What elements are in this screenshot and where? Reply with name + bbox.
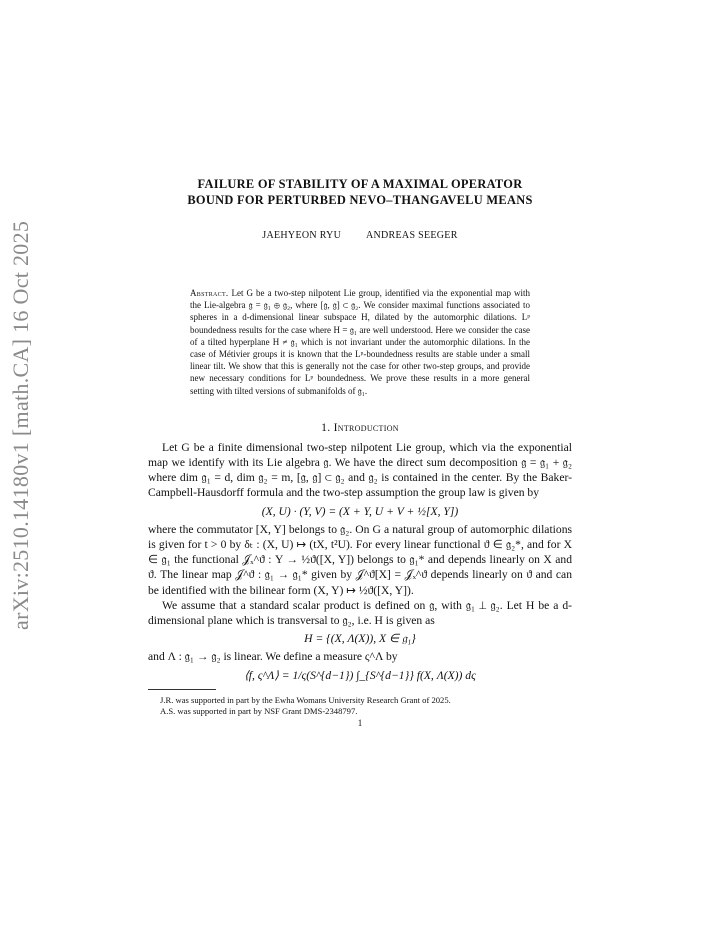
paper-page <box>148 176 572 728</box>
author-name: ANDREAS SEEGER <box>365 230 458 241</box>
equation-group-law: (X, U) · (Y, V) = (X + Y, U + V + ½[X, Y]) <box>261 504 459 518</box>
abstract <box>190 287 530 397</box>
author-name: JAEHYEON RYU <box>262 230 342 241</box>
equation-measure: ⟨f, ς^Λ⟩ = 1/ς(S^{d−1}) ∫_{S^{d−1}} f(X, Λ(X)) dς <box>244 668 476 682</box>
author-list <box>148 230 572 241</box>
paragraph: and Λ : 𝔤₁ → 𝔤₂ is linear. We define a measure ς^Λ by <box>148 650 398 664</box>
paragraph: where the commutator [X, Y] belongs to 𝔤₂. On G a natural group of automorphic dilations is given for t > 0 by δₜ : (X, U) ↦ (tX, t²U). For every linear functional ϑ ∈ 𝔤₂*, and for X ∈ 𝔤₁ the functional 𝒥ₓ^ϑ : Y → ½ϑ([X, Y]) belongs to 𝔤₁* and depends linearly on X and ϑ. The linear map 𝒥^ϑ : 𝔤₁ → 𝔤₁* given by 𝒥^ϑ[X] = 𝒥ₓ^ϑ depends linearly on ϑ and can be identified with the bilinear form (X, Y) ↦ ½ϑ([X, Y]). <box>148 522 572 597</box>
footnotes <box>148 695 572 718</box>
footnote: J.R. was supported in part by the Ewha Womans University Research Grant of 2025. <box>160 694 451 705</box>
page-number: 1 <box>357 717 363 728</box>
footnote: A.S. was supported in part by NSF Grant DMS-2348797. <box>160 706 358 717</box>
paragraph: We assume that a standard scalar product is defined on 𝔤, with 𝔤₁ ⊥ 𝔤₂. Let H be a d-dimensional plane which is transversal to 𝔤₂, i.e. H is given as <box>148 598 572 628</box>
title-line-2: BOUND FOR PERTURBED NEVO–THANGAVELU MEANS <box>187 193 533 207</box>
equation-plane-h: H = {(X, Λ(X)), X ∈ 𝔤₁} <box>304 632 416 646</box>
arxiv-identifier: arXiv:2510.14180v1 [math.CA] 16 Oct 2025 <box>8 220 33 630</box>
abstract-text: Let G be a two-step nilpotent Lie group, identified via the exponential map with the Lie-algebra 𝔤 = 𝔤₁ ⊕ 𝔤₂, where [𝔤, 𝔤] ⊂ 𝔤₂. We consider maximal functions associated to spheres in a d-dimensional linear subspace H, dilated by the automorphic dilations. Lᵖ boundedness results for the case where H = 𝔤₁ are well understood. Here we consider the case of a tilted hyperplane H ≠ 𝔤₁ which is not invariant under the automorphic dilations. In the case of Métivier groups it is known that the Lᵖ-boundedness results are stable under a small linear tilt. We show that this is generally not the case for other two-step groups, and provide new necessary conditions for Lᵖ boundedness. We prove these results in a more general setting with tilted versions of submanifolds of 𝔤₁. <box>190 288 531 396</box>
paragraph: Let G be a finite dimensional two-step nilpotent Lie group, which via the exponential map we identify with its Lie algebra 𝔤. We have the direct sum decomposition 𝔤 = 𝔤₁ + 𝔤₂ where dim 𝔤₁ = d, dim 𝔤₂ = m, [𝔤, 𝔤] ⊂ 𝔤₂ and 𝔤₂ is contained in the center. By the Baker-Campbell-Hausdorff formula and the two-step assumption the group law is given by <box>148 440 572 500</box>
abstract-label: Abstract. <box>190 288 229 298</box>
footnote-divider <box>148 689 216 690</box>
body-text <box>148 440 572 683</box>
section-heading: 1. Introduction <box>321 420 399 434</box>
paper-title <box>148 176 572 208</box>
title-line-1: FAILURE OF STABILITY OF A MAXIMAL OPERATOR <box>197 177 523 191</box>
